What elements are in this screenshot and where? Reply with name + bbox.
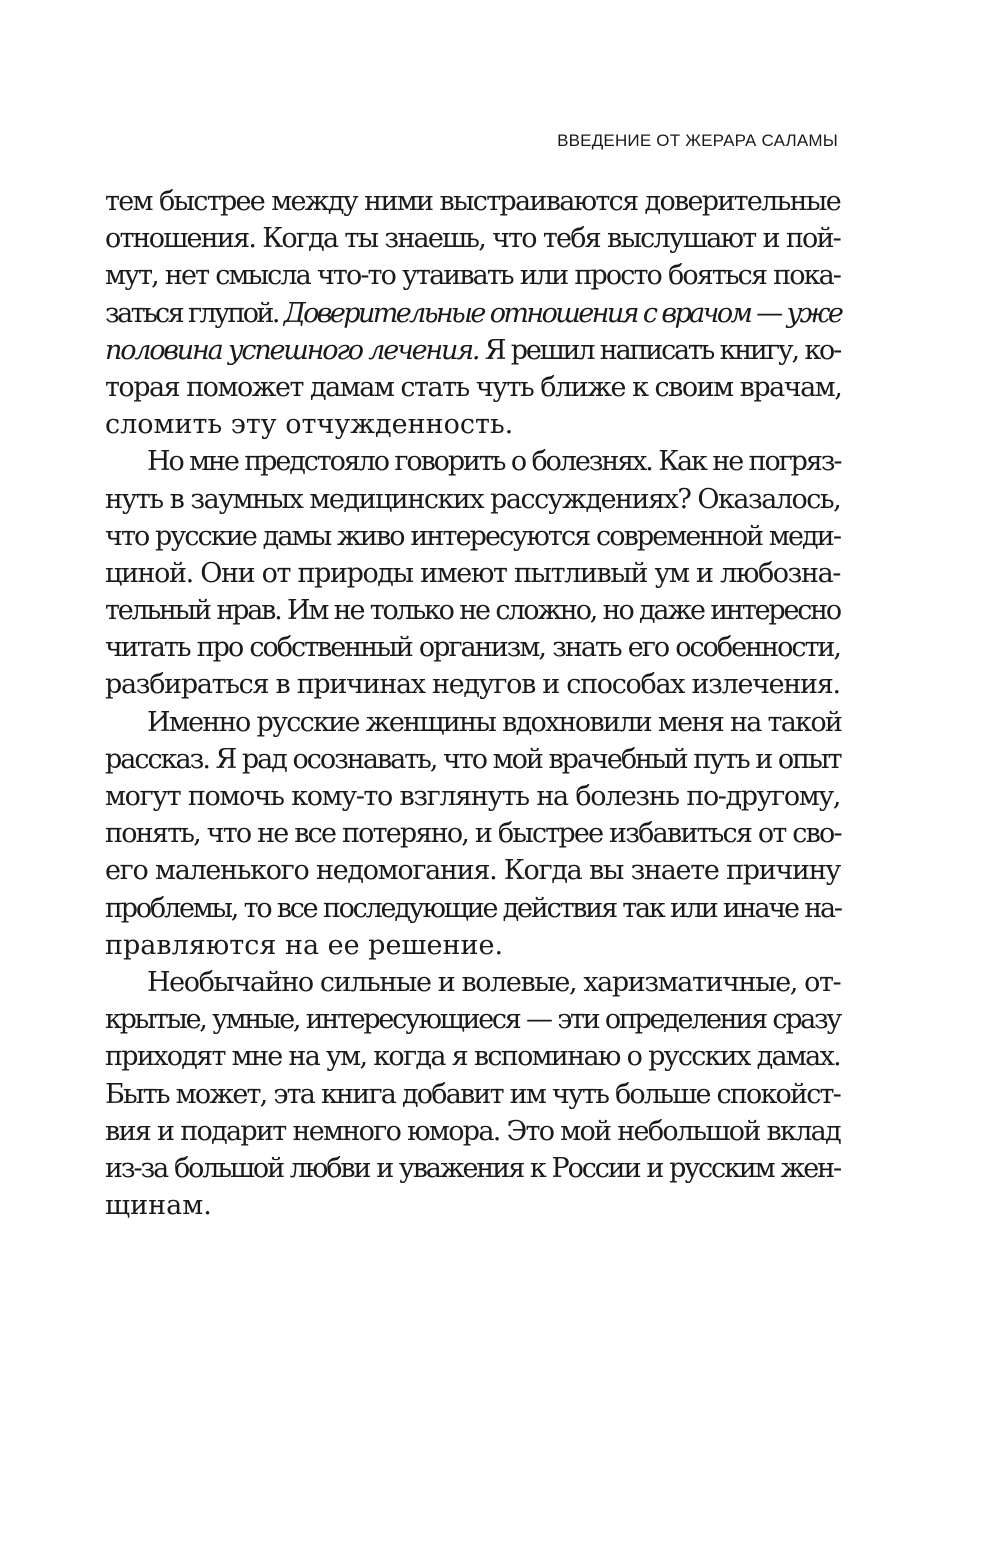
- text-line: приходят мне на ум, когда я вспоминаю о русских дамах.: [105, 1041, 840, 1073]
- text-line: правляются на ее решение.: [105, 929, 504, 961]
- paragraph-4: [105, 964, 840, 1224]
- paragraph-1: [105, 183, 840, 443]
- body-text: [105, 183, 840, 1224]
- text-line: щинам.: [105, 1190, 212, 1222]
- text-line: тем быстрее между ними выстраиваются доверительные: [105, 186, 840, 217]
- paragraph-2: [105, 443, 840, 703]
- running-head: ВВЕДЕНИЕ ОТ ЖЕРАРА САЛАМЫ: [557, 131, 838, 150]
- text-line: торая поможет дамам стать чуть ближе к своим врачам,: [105, 371, 842, 403]
- text-line: сломить эту отчужденность.: [105, 409, 514, 441]
- text-line-mixed: [105, 295, 840, 332]
- text-line: вия и подарит немного юмора. Это мой небольшой вклад: [105, 1115, 840, 1147]
- text-line: Именно русские женщины вдохновили меня на такой: [147, 706, 842, 738]
- text-line: циной. Они от природы имеют пытливый ум и любозна-: [105, 557, 840, 589]
- text-line: могут помочь кому-то взглянуть на болезнь по-другому,: [105, 781, 840, 812]
- text-line: понять, что не все потеряно, и быстрее избавиться от сво-: [105, 818, 841, 850]
- text-line: из-за большой любви и уважения к России и русским жен-: [105, 1152, 840, 1184]
- text-line: проблемы, то все последующие действия так или иначе на-: [105, 892, 841, 924]
- text-line: отношения. Когда ты знаешь, что тебя выслушают и пой-: [105, 223, 840, 255]
- text-line: разбираться в причинах недугов и способах излечения.: [105, 669, 840, 701]
- text-line: тельный нрав. Им не только не сложно, но даже интересно: [105, 595, 840, 627]
- text-line: его маленького недомогания. Когда вы знаете причину: [105, 855, 840, 887]
- text-run: заться глупой.: [105, 297, 278, 329]
- paragraph-3: [105, 704, 840, 964]
- text-line: что русские дамы живо интересуются современной меди-: [105, 520, 841, 552]
- text-line: читать про собственный организм, знать его особенности,: [105, 632, 840, 664]
- text-line: рассказ. Я рад осознавать, что мой врачебный путь и опыт: [105, 743, 841, 775]
- text-line: крытые, умные, интересующиеся — эти определения сразу: [105, 1004, 840, 1036]
- text-line-mixed: [105, 332, 840, 369]
- text-line: Необычайно сильные и волевые, харизматичные, от-: [147, 966, 841, 998]
- italic-emphasis: Доверительные отношения с врачом — уже: [283, 297, 842, 329]
- text-line: нуть в заумных медицинских рассуждениях? Оказалось,: [105, 483, 841, 515]
- italic-emphasis: половина успешного лечения.: [105, 334, 479, 366]
- text-line: мут, нет смысла что-то утаивать или просто бояться пока-: [105, 260, 840, 292]
- text-run: Я решил написать книгу, ко-: [478, 334, 840, 366]
- text-line: Но мне предстояло говорить о болезнях. Как не погряз-: [147, 446, 841, 478]
- text-line: Быть может, эта книга добавит им чуть больше спокойст-: [105, 1078, 840, 1110]
